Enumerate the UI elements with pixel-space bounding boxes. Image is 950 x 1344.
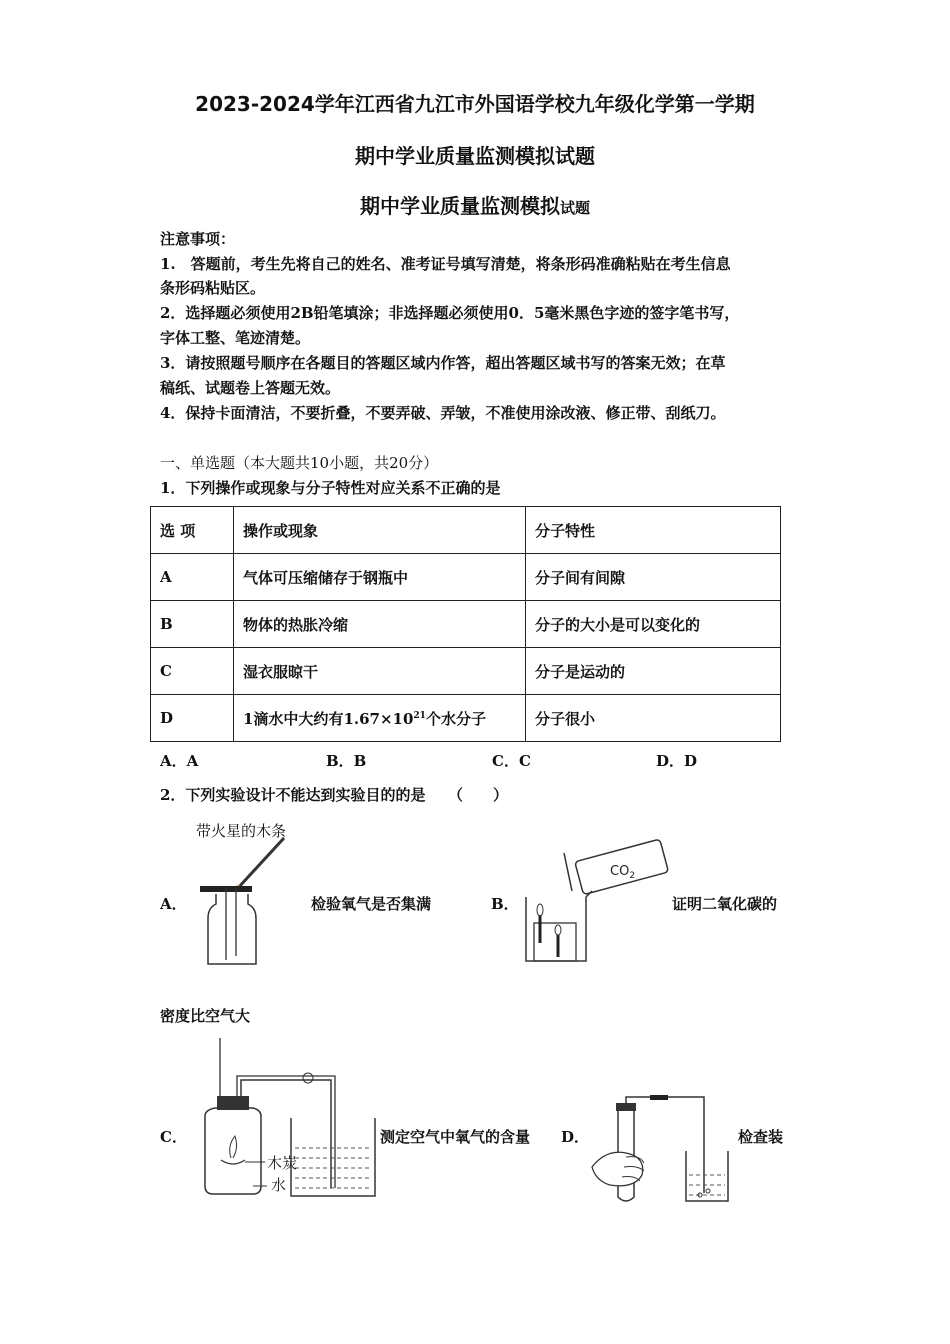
table-cell-option: A xyxy=(151,554,234,601)
oxygen-content-figure xyxy=(195,1038,380,1200)
gas-bottle xyxy=(208,894,256,964)
combustion-spoon xyxy=(221,1160,245,1164)
rubber-joint xyxy=(650,1095,668,1100)
q2-option-a-label: A． xyxy=(160,895,187,913)
phenomenon-post: 个水分子 xyxy=(425,709,486,728)
table-row xyxy=(151,648,781,695)
q1-choice-a: A．A xyxy=(160,752,199,770)
flame-icon xyxy=(537,904,543,916)
q1-choice-b: B．B xyxy=(326,752,367,770)
notice-line: 1. 答题前，考生先将自己的姓名、准考证号填写清楚，将条形码准确粘贴在考生信息 xyxy=(160,255,731,273)
co2-label-main: CO xyxy=(610,864,630,879)
water-beaker xyxy=(686,1151,728,1201)
clamp-icon xyxy=(303,1073,313,1083)
notice-line: 3．请按照题号顺序在各题目的答题区域内作答，超出答题区域书写的答案无效；在草 xyxy=(160,354,726,372)
airtightness-check-figure xyxy=(588,1095,734,1207)
table-row xyxy=(151,695,781,742)
bubble-icon xyxy=(706,1189,710,1193)
q1-stem: 1．下列操作或现象与分子特性对应关系不正确的是 xyxy=(160,479,501,497)
notice-line: 4．保持卡面清洁，不要折叠，不要弄破、弄皱，不准使用涂改液、修正带、刮纸刀。 xyxy=(160,404,726,422)
table-cell-phenomenon: 湿衣服晾干 xyxy=(234,648,526,695)
flame-icon xyxy=(555,925,561,935)
flame-icon xyxy=(230,1136,237,1158)
notice-line: 稿纸、试题卷上答题无效。 xyxy=(160,379,341,397)
q2-option-a-text: 检验氧气是否集满 xyxy=(311,895,432,913)
table-cell-property: 分子间有间隙 xyxy=(526,554,781,601)
q2-option-c-text: 测定空气中氧气的含量 xyxy=(380,1128,531,1146)
gas-jar xyxy=(205,1108,261,1194)
title-line-2: 期中学业质量监测模拟试题 xyxy=(355,144,595,168)
q2-option-b-label: B． xyxy=(491,895,519,913)
table-cell-phenomenon: 气体可压缩储存于钢瓶中 xyxy=(234,554,526,601)
notice-heading: 注意事项： xyxy=(160,230,236,248)
notice-line: 字体工整、笔迹清楚。 xyxy=(160,329,311,347)
stopper xyxy=(217,1096,249,1110)
title-line-3-main: 期中学业质量监测模拟 xyxy=(359,194,560,218)
fig-a-caption: 带火星的木条 xyxy=(196,822,287,840)
table-header-row xyxy=(151,507,781,554)
phenomenon-pre: 1滴水中大约有1.67×10 xyxy=(243,709,414,728)
table-cell-property: 分子很小 xyxy=(526,695,781,742)
jar-lip xyxy=(564,853,572,891)
co2-label xyxy=(610,864,635,881)
label-water: 水 xyxy=(271,1176,287,1194)
notice-line: 条形码粘贴区。 xyxy=(160,279,266,297)
notice-line: 2．选择题必须使用2B铅笔填涂；非选择题必须使用0．5毫米黑色字迹的签字笔书写， xyxy=(160,304,740,322)
wood-splint xyxy=(238,838,284,888)
table-cell-option: B xyxy=(151,601,234,648)
label-charcoal: 木炭 xyxy=(267,1154,298,1172)
table-header-cell: 选 项 xyxy=(151,507,234,554)
title-line-3 xyxy=(0,190,950,219)
q2-option-b-text: 证明二氧化碳的 xyxy=(672,895,778,913)
water-level-lines xyxy=(295,1148,371,1188)
table-header-cell: 分子特性 xyxy=(526,507,781,554)
q2-option-c-label: C． xyxy=(160,1128,187,1146)
table-cell-option: D xyxy=(151,695,234,742)
water-beaker xyxy=(291,1118,375,1196)
table-header-cell: 操作或现象 xyxy=(234,507,526,554)
tube-stopper xyxy=(616,1103,636,1111)
q1-choice-d: D．D xyxy=(656,752,698,770)
table-cell-phenomenon: 物体的热胀冷缩 xyxy=(234,601,526,648)
table-cell-property: 分子是运动的 xyxy=(526,648,781,695)
title-line-3-small: 试题 xyxy=(559,199,590,217)
q2-option-d-text: 检查装 xyxy=(738,1128,784,1146)
co2-density-figure xyxy=(522,833,672,968)
title-line-1: 2023-2024学年江西省九江市外国语学校九年级化学第一学期 xyxy=(195,92,755,116)
q1-choice-c: C．C xyxy=(492,752,531,770)
q2-stem: 2．下列实验设计不能达到实验目的的是 （ ） xyxy=(160,786,508,804)
q1-table xyxy=(150,506,781,742)
table-cell-property: 分子的大小是可以变化的 xyxy=(526,601,781,648)
co2-label-sub: 2 xyxy=(629,871,636,881)
water-level-lines xyxy=(689,1175,725,1195)
q2-option-d-label: D． xyxy=(561,1128,590,1146)
table-row xyxy=(151,554,781,601)
phenomenon-sup: 21 xyxy=(413,710,426,721)
q2-option-b-text-cont: 密度比空气大 xyxy=(160,1007,251,1025)
table-cell-phenomenon xyxy=(234,695,526,742)
delivery-tube xyxy=(226,888,236,960)
beaker xyxy=(526,897,586,961)
oxygen-check-figure xyxy=(196,836,306,970)
table-row xyxy=(151,601,781,648)
table-cell-option: C xyxy=(151,648,234,695)
section-heading: 一、单选题（本大题共10小题，共20分） xyxy=(160,454,439,472)
